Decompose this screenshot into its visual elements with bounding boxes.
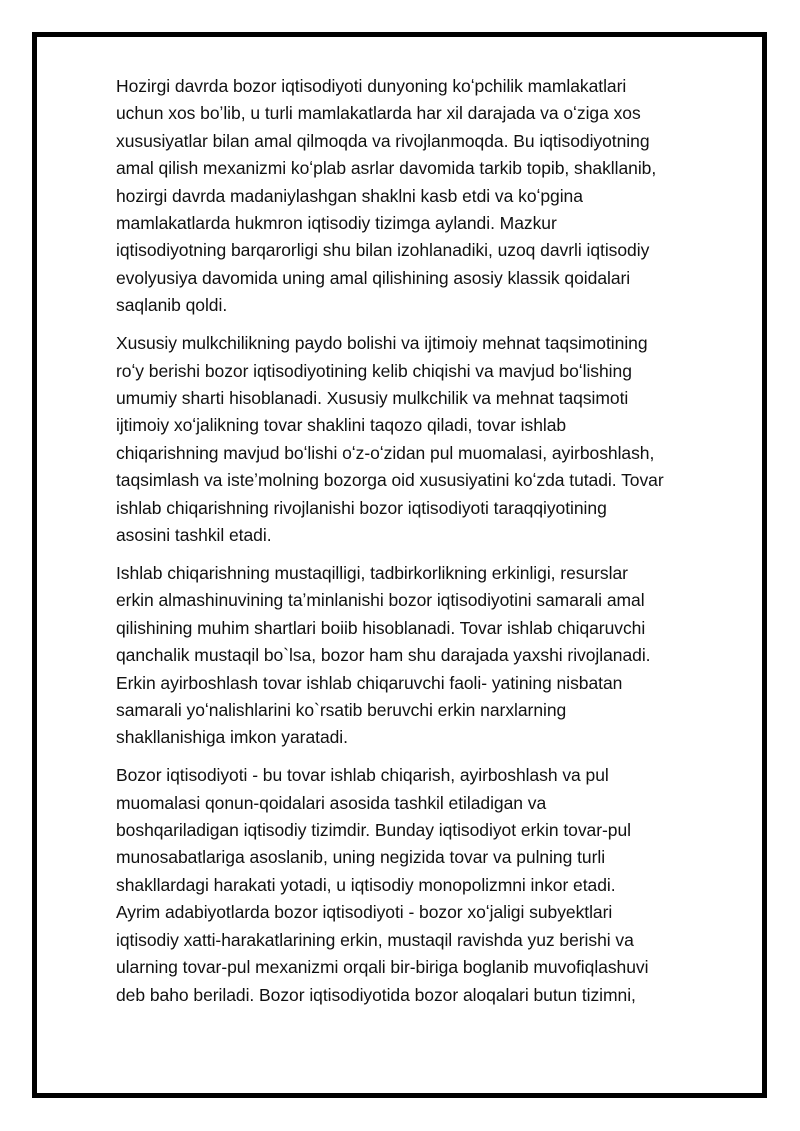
text-line: Xususiy mulkchilikning paydo bolishi va ijtimoiy mehnat taqsimotining [116,333,648,354]
text-line: taqsimlash va isteʼmolning bozorga oid xususiyatini koʻzda tutadi. Tovar [116,470,664,491]
paragraph-3 [116,560,716,752]
text-line: evolyusiya davomida uning amal qilishining asosiy klassik qoidalari [116,267,631,288]
text-line: samarali yoʻnalishlarini ko`rsatib beruvchi erkin narxlarning [116,699,567,720]
text-line: roʻy berishi bozor iqtisodiyotining kelib chiqishi va mavjud boʻlishing [116,360,632,381]
text-line: ishlab chiqarishning rivojlanishi bozor iqtisodiyoti taraqqiyotining [116,497,607,518]
text-line: Ayrim adabiyotlarda bozor iqtisodiyoti - bozor xoʻjaligi subyektlari [116,902,613,923]
text-line: Ishlab chiqarishning mustaqilligi, tadbirkorlikning erkinligi, resurslar [116,562,628,583]
paragraph-2 [116,330,716,549]
text-line: Erkin ayirboshlash tovar ishlab chiqaruvchi faoli- yatining nisbatan [116,672,623,693]
text-line: umumiy sharti hisoblanadi. Xususiy mulkchilik va mehnat taqsimoti [116,387,629,408]
text-line: deb baho beriladi. Bozor iqtisodiyotida bozor aloqalari butun tizimni, [116,984,636,1005]
text-line: erkin almashinuvining taʼminlanishi bozor iqtisodiyotini samarali amal [116,590,645,611]
text-line: saqlanib qoldi. [116,295,228,316]
text-line: Bozor iqtisodiyoti - bu tovar ishlab chiqarish, ayirboshlash va pul [116,765,609,786]
text-line: asosini tashkil etadi. [116,525,272,545]
text-line: shakllardagi harakati yotadi, u iqtisodiy monopolizmni inkor etadi. [116,874,616,895]
paragraph-4 [116,762,716,1009]
text-line: xususiyatlar bilan amal qilmoqda va rivojlanmoqda. Bu iqtisodiyotning [116,130,650,151]
text-line: iqtisodiy xatti-harakatlarining erkin, mustaqil ravishda yuz berishi va [116,929,634,950]
text-line: uchun xos boʼlib, u turli mamlakatlarda har xil darajada va oʻziga xos [116,103,641,124]
document-body [116,73,716,1019]
text-line: boshqariladigan iqtisodiy tizimdir. Bunday iqtisodiyot erkin tovar-pul [116,820,631,841]
text-line: mamlakatlarda hukmron iqtisodiy tizimga aylandi. Mazkur [116,213,557,234]
text-line: hozirgi davrda madaniylashgan shaklni kasb etdi va koʻpgina [116,185,583,206]
text-line: ijtimoiy xoʻjalikning tovar shaklini taqozo qiladi, tovar ishlab [116,415,567,436]
text-line: iqtisodiyotning barqarorligi shu bilan izohlanadiki, uzoq davrli iqtisodiy [116,240,650,261]
paragraph-1 [116,73,716,320]
text-line: qanchalik mustaqil bo`lsa, bozor ham shu darajada yaxshi rivojlanadi. [116,645,651,666]
text-line: shakllanishiga imkon yaratadi. [116,727,348,748]
text-line: amal qilish mexanizmi koʻplab asrlar davomida tarkib topib, shakllanib, [116,158,657,179]
text-line: muomalasi qonun-qoidalari asosida tashkil etiladigan va [116,792,547,813]
text-line: chiqarishning mavjud boʻlishi oʻz-oʻzidan pul muomalasi, ayirboshlash, [116,442,655,463]
text-line: qilishining muhim shartlari boiib hisoblanadi. Tovar ishlab chiqaruvchi [116,617,646,638]
text-line: munosabatlariga asoslanib, uning negizida tovar va pulning turli [116,847,606,868]
text-line: ularning tovar-pul mexanizmi orqali bir-biriga boglanib muvofiqlashuvi [116,957,649,978]
text-line: Hozirgi davrda bozor iqtisodiyoti dunyoning koʻpchilik mamlakatlari [116,76,627,96]
